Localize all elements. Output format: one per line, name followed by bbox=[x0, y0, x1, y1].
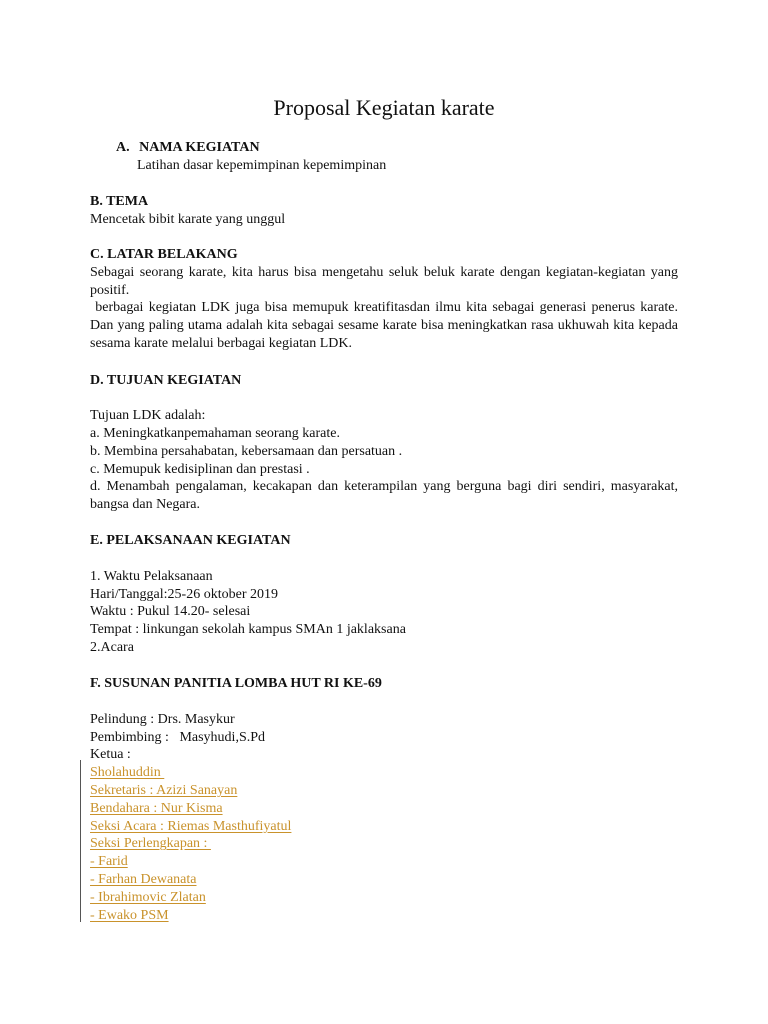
section-d-item: d. Menambah pengalaman, kecakapan dan keterampilan yang berguna bagi diri sendiri, masyarakat, bangsa dan Negara. bbox=[90, 479, 678, 512]
section-c-paragraph-1: Sebagai seorang karate, kita harus bisa mengetahu seluk beluk karate dengan kegiatan-kegiatan yang positif. bbox=[90, 265, 678, 298]
tracked-line bbox=[90, 764, 678, 782]
section-f-line: Pembimbing : Masyhudi,S.Pd bbox=[90, 730, 266, 745]
tracked-line bbox=[90, 907, 678, 925]
committee-member-link[interactable]: - Farhan Dewanata bbox=[90, 872, 197, 887]
committee-member-link[interactable]: - Farid bbox=[90, 854, 128, 869]
committee-event-section-link[interactable]: Seksi Acara : Riemas Masthufiyatul bbox=[90, 819, 292, 834]
section-e-heading: E. PELAKSANAAN KEGIATAN bbox=[90, 533, 291, 548]
committee-equipment-section-link[interactable]: Seksi Perlengkapan : bbox=[90, 836, 211, 851]
section-d-item: a. Meningkatkanpemahaman seorang karate. bbox=[90, 426, 340, 441]
section-e-line: Tempat : linkungan sekolah kampus SMAn 1 jaklaksana bbox=[90, 622, 406, 637]
tracked-line bbox=[90, 782, 678, 800]
section-d-heading: D. TUJUAN KEGIATAN bbox=[90, 373, 242, 388]
section-e-line: Hari/Tanggal:25-26 oktober 2019 bbox=[90, 587, 278, 602]
document-title: Proposal Kegiatan karate bbox=[273, 95, 495, 120]
section-b-body: Mencetak bibit karate yang unggul bbox=[90, 212, 286, 227]
section-f-heading: F. SUSUNAN PANITIA LOMBA HUT RI KE-69 bbox=[90, 676, 382, 691]
tracked-line bbox=[90, 800, 678, 818]
committee-member-link[interactable]: - Ewako PSM bbox=[90, 908, 169, 923]
section-a-body: Latihan dasar kepemimpinan kepemimpinan bbox=[137, 158, 387, 173]
tracked-line bbox=[90, 818, 678, 836]
section-c-heading: C. LATAR BELAKANG bbox=[90, 247, 238, 262]
tracked-line bbox=[90, 889, 678, 907]
section-f-line: Ketua : bbox=[90, 747, 131, 762]
tracked-line bbox=[90, 871, 678, 889]
committee-chair-link[interactable]: Sholahuddin bbox=[90, 765, 165, 780]
section-e-line: 2.Acara bbox=[90, 640, 134, 655]
committee-member-link[interactable]: - Ibrahimovic Zlatan bbox=[90, 890, 206, 905]
tracked-line bbox=[90, 835, 678, 853]
section-a-heading-row bbox=[116, 139, 704, 157]
tracked-line bbox=[90, 853, 678, 871]
committee-secretary-link[interactable]: Sekretaris : Azizi Sanayan bbox=[90, 783, 238, 798]
committee-treasurer-link[interactable]: Bendahara : Nur Kisma bbox=[90, 801, 223, 816]
section-f-line: Pelindung : Drs. Masykur bbox=[90, 712, 235, 727]
section-a-heading: NAMA KEGIATAN bbox=[139, 140, 260, 155]
section-d-item: c. Memupuk kedisiplinan dan prestasi . bbox=[90, 462, 310, 477]
section-b-heading: B. TEMA bbox=[90, 194, 149, 209]
section-e-line: 1. Waktu Pelaksanaan bbox=[90, 569, 213, 584]
section-a-label: A. bbox=[116, 140, 130, 155]
change-bar bbox=[80, 760, 81, 922]
section-c-paragraph-2: berbagai kegiatan LDK juga bisa memupuk kreatifitasdan ilmu kita sebagai generasi penerus karate. Dan yang paling utama adalah kita sebagai sesame karate bisa meningkatkan rasa ukhuwah kita kepada sesama karate melalui berbagai kegiatan LDK. bbox=[90, 300, 682, 351]
section-d-item: b. Membina persahabatan, kebersamaan dan persatuan . bbox=[90, 444, 403, 459]
section-e-line: Waktu : Pukul 14.20- selesai bbox=[90, 604, 251, 619]
section-d-intro: Tujuan LDK adalah: bbox=[90, 408, 206, 423]
